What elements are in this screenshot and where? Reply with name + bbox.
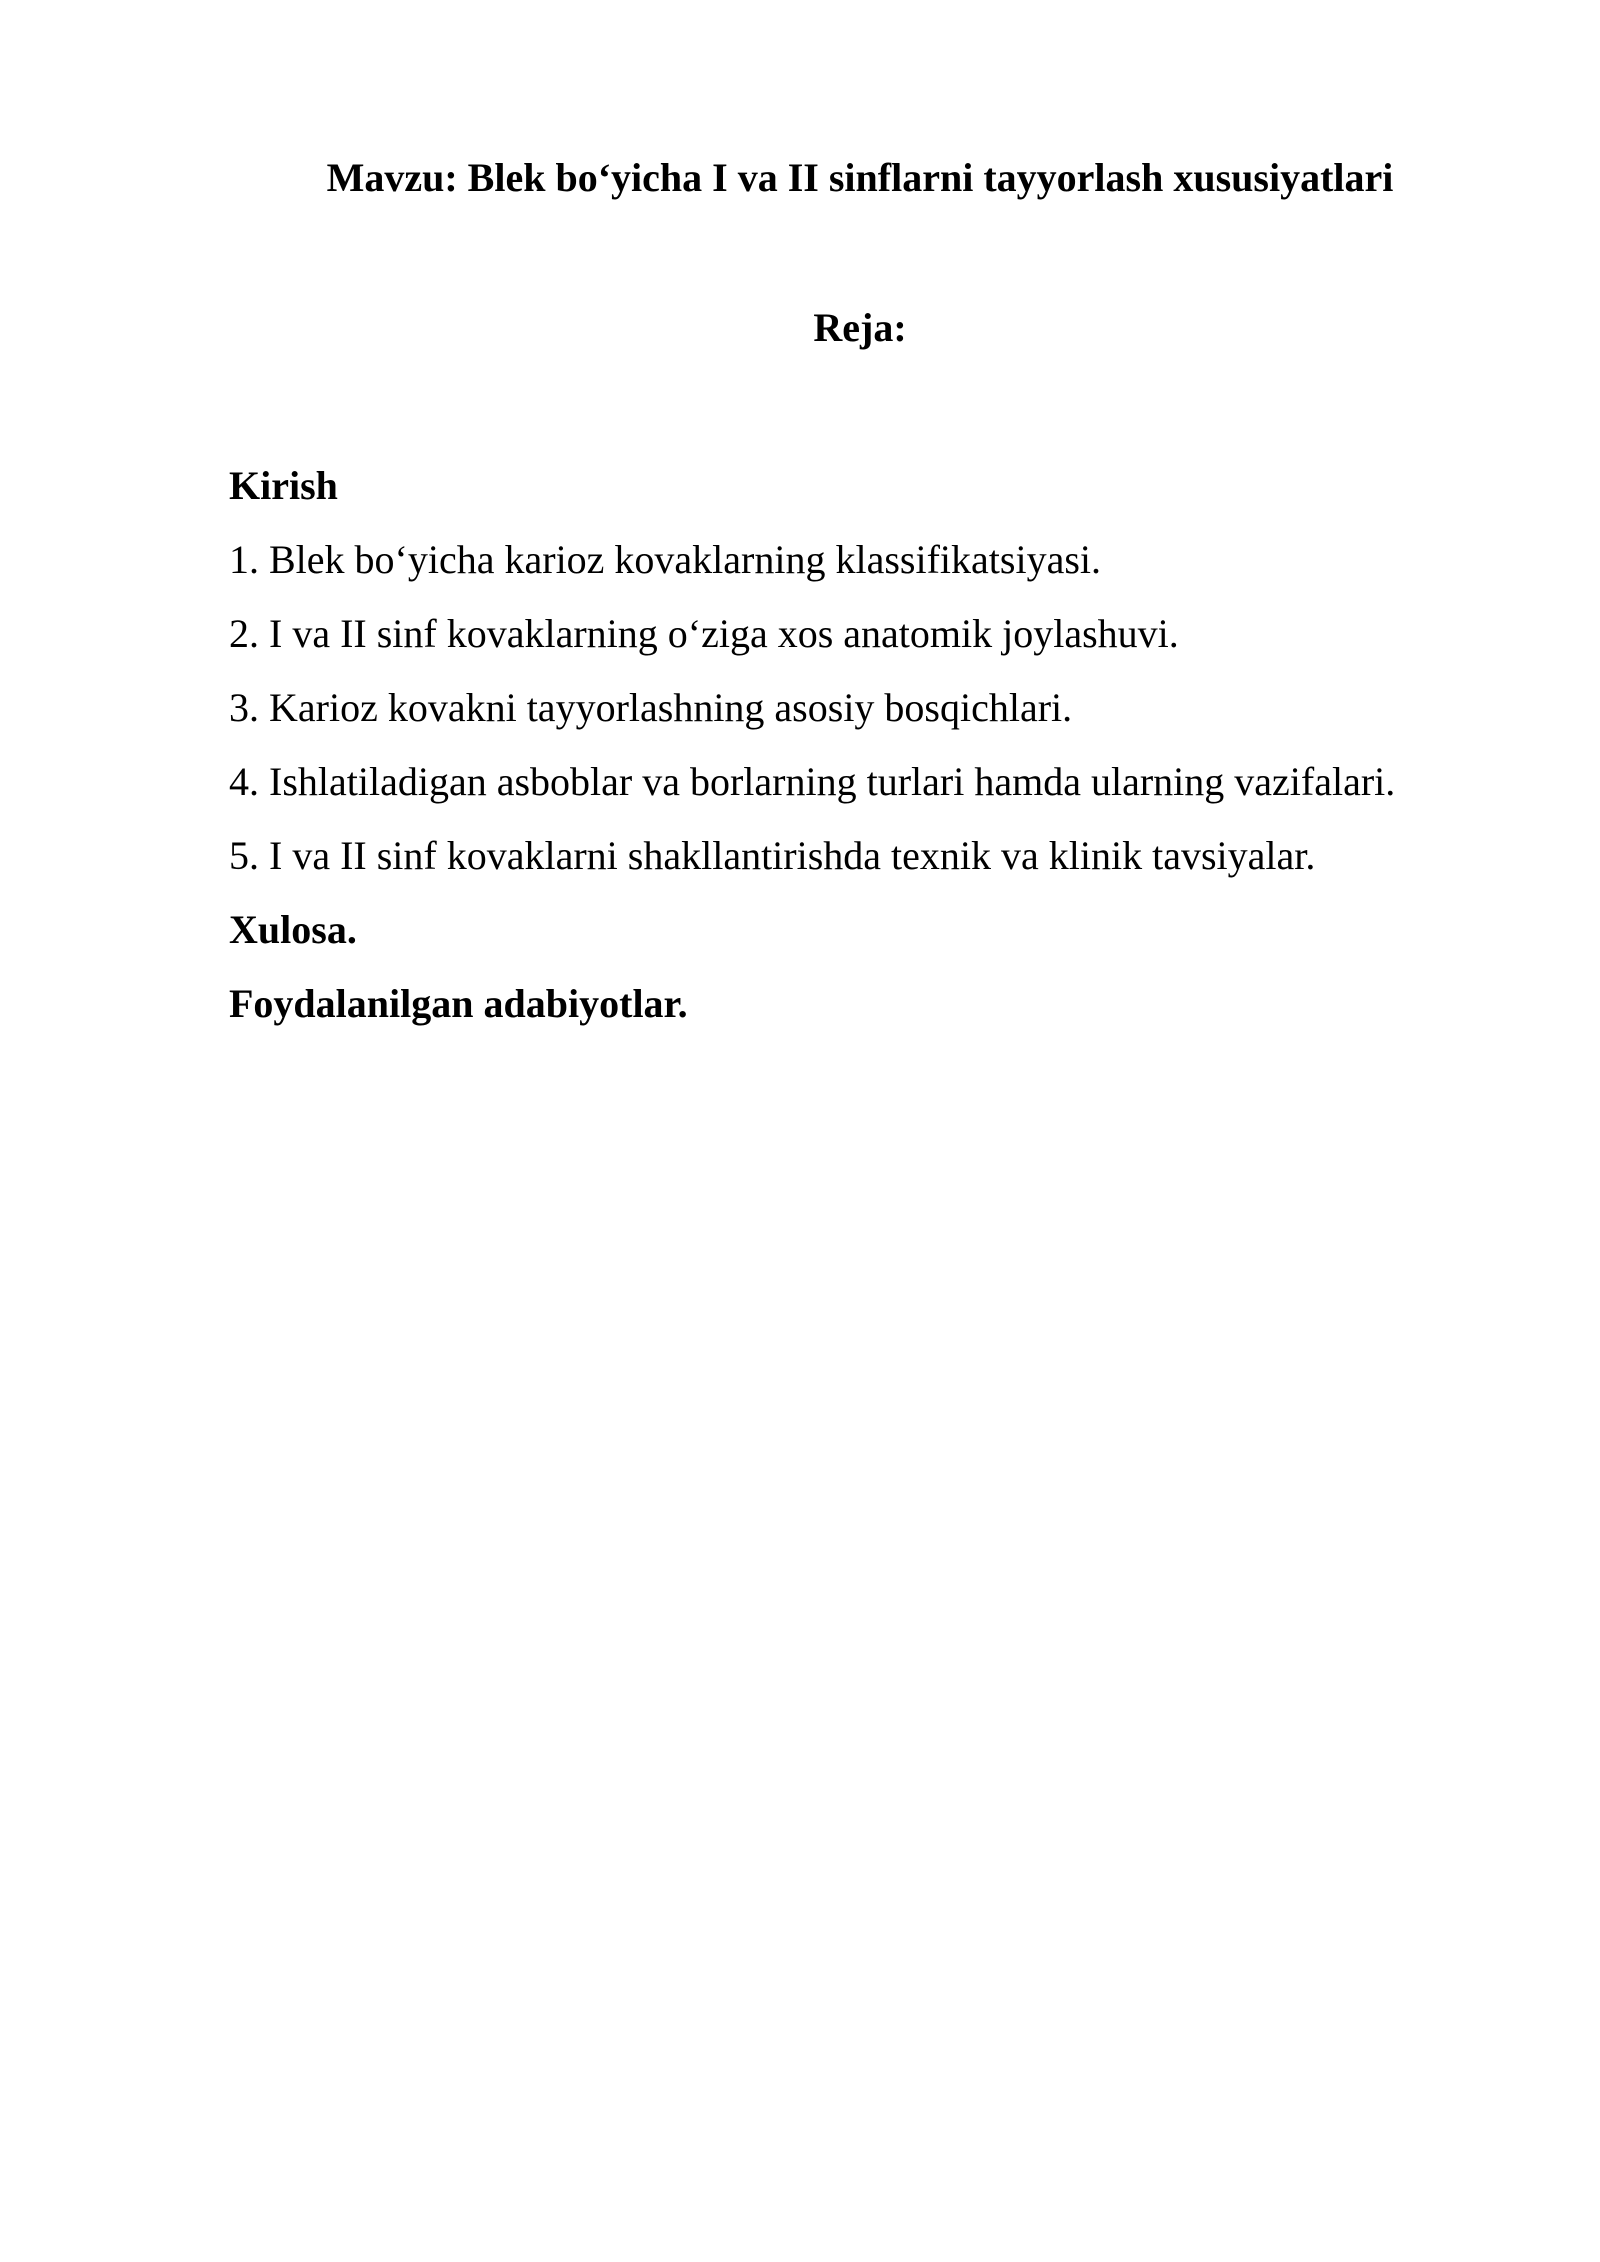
references-heading: Foydalanilgan adabiyotlar. xyxy=(229,981,688,1026)
document-title: Mavzu: Blek bo‘yicha I va II sinflarni tayyorlash xususiyatlari xyxy=(326,155,1394,200)
conclusion-heading: Xulosa. xyxy=(229,907,357,952)
intro-heading: Kirish xyxy=(229,463,338,508)
plan-item-5: 5. I va II sinf kovaklarni shakllantirishda texnik va klinik tavsiyalar. xyxy=(229,833,1316,878)
plan-list xyxy=(229,449,1559,1041)
plan-item-2: 2. I va II sinf kovaklarning o‘ziga xos anatomik joylashuvi. xyxy=(229,611,1179,656)
plan-item-1: 1. Blek bo‘yicha karioz kovaklarning klassifikatsiyasi. xyxy=(229,537,1102,582)
plan-item-3: 3. Karioz kovakni tayyorlashning asosiy bosqichlari. xyxy=(229,685,1073,730)
plan-heading: Reja: xyxy=(813,305,907,350)
plan-item-4: 4. Ishlatiladigan asboblar va borlarning turlari hamda ularning vazifalari. xyxy=(229,759,1396,804)
